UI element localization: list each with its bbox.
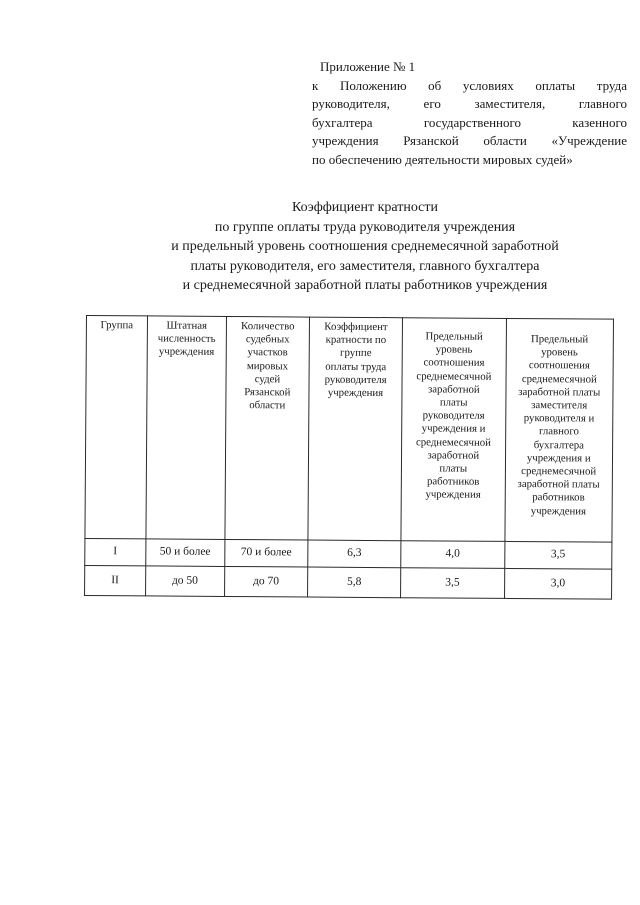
- header-line: руководителя и: [523, 412, 595, 425]
- appendix-title: Приложение № 1: [320, 59, 416, 74]
- header-line: мировых: [246, 359, 289, 373]
- header-line: заместителя: [531, 399, 588, 412]
- cell-staff-count: 50 и более: [146, 539, 225, 567]
- header-line: заработной: [427, 449, 480, 462]
- header-group: [85, 316, 147, 539]
- header-line: Количество: [241, 320, 295, 333]
- cell-group: II: [85, 565, 146, 595]
- header-line: соотношения: [528, 359, 590, 372]
- appendix-word: области: [483, 133, 527, 148]
- header-line: руководителя: [422, 409, 485, 423]
- appendix-word: «Учреждение: [551, 133, 627, 148]
- cell-court-districts: 70 и более: [225, 539, 308, 567]
- table-header-row: [85, 316, 614, 543]
- appendix-word: по обеспечению деятельности мировых судей»: [312, 151, 573, 167]
- header-line: учреждения и: [526, 451, 591, 465]
- header-line: среднемесячной: [416, 369, 492, 383]
- header-line: Предельный: [530, 333, 589, 346]
- header-line: Группа: [100, 319, 134, 332]
- heading-line: Коэффициент кратности: [291, 200, 439, 215]
- header-line: судебных: [245, 333, 290, 346]
- appendix-word: Рязанской: [403, 133, 459, 148]
- appendix-word: Положению: [339, 77, 407, 93]
- header-line: соотношения: [423, 356, 485, 370]
- appendix-word: руководителя,: [312, 96, 390, 111]
- heading-line: по группе оплаты труда руководителя учреждения: [214, 219, 516, 235]
- appendix-word: государственного: [423, 114, 522, 130]
- header-line: работников: [532, 491, 585, 504]
- coefficient-table-wrap: [84, 315, 614, 599]
- header-line: Рязанской: [244, 386, 291, 399]
- appendix-word: главного: [578, 96, 627, 111]
- heading-line: платы руководителя, его заместителя, главного бухгалтера: [190, 258, 540, 274]
- appendix-line: [312, 132, 627, 151]
- header-line: платы: [439, 396, 468, 409]
- cell-court-districts: до 70: [224, 566, 307, 597]
- appendix-line: [312, 77, 627, 96]
- header-line: учреждения: [425, 488, 481, 502]
- header-line: работников: [426, 475, 480, 488]
- header-line: среднемесячной: [521, 372, 597, 386]
- header-line: судей: [254, 372, 281, 386]
- table-row: [85, 538, 612, 569]
- header-court-districts: [225, 316, 310, 540]
- appendix-word: казенного: [572, 114, 627, 130]
- cell-coefficient: 6,3: [308, 540, 401, 568]
- header-line: учреждения и: [421, 422, 486, 436]
- appendix-word: условиях: [462, 77, 514, 93]
- cell-director-ratio: 3,5: [401, 568, 505, 599]
- header-director-ratio: [401, 318, 506, 542]
- appendix-line: [312, 151, 627, 170]
- appendix-word: об: [428, 77, 442, 93]
- document-heading: [120, 198, 610, 296]
- header-line: участков: [247, 346, 288, 359]
- header-line: кратности по: [325, 333, 387, 347]
- header-line: оплаты труда: [325, 360, 387, 373]
- cell-deputy-ratio: 3,5: [504, 541, 612, 569]
- heading-line: и среднемесячной заработной платы работников учреждения: [182, 278, 548, 293]
- cell-staff-count: до 50: [145, 566, 224, 597]
- header-line: Предельный: [425, 330, 483, 343]
- appendix-word: бухгалтера: [312, 114, 373, 130]
- coefficient-table: [84, 315, 614, 600]
- header-line: уровень: [541, 346, 578, 359]
- header-line: учреждения: [158, 345, 215, 359]
- header-line: учреждения: [327, 386, 384, 400]
- appendix-word: учреждения: [312, 133, 379, 148]
- header-line: Штатная: [166, 319, 208, 332]
- appendix-line: [312, 114, 627, 133]
- appendix-block: [312, 58, 627, 169]
- header-line: учреждения: [530, 504, 587, 518]
- cell-coefficient: 5,8: [307, 567, 400, 598]
- header-line: бухгалтера: [533, 438, 585, 452]
- header-staff-count: [146, 316, 227, 540]
- header-line: среднемесячной: [415, 435, 491, 449]
- appendix-word: его: [423, 96, 441, 111]
- header-line: группе: [340, 347, 372, 360]
- header-line: среднемесячной: [521, 465, 597, 478]
- header-line: руководителя: [324, 373, 387, 386]
- header-coefficient: [308, 317, 403, 541]
- header-line: платы: [439, 462, 468, 475]
- header-line: главного: [538, 425, 579, 438]
- header-line: численность: [157, 332, 216, 346]
- header-line: уровень: [435, 343, 473, 356]
- appendix-word: к: [312, 77, 319, 93]
- cell-director-ratio: 4,0: [401, 541, 505, 569]
- header-line: области: [249, 399, 286, 412]
- appendix-word: оплаты: [535, 77, 576, 93]
- heading-line: и предельный уровень соотношения среднемесячной заработной: [171, 239, 559, 254]
- table-row: [85, 565, 612, 599]
- header-line: заработной платы: [517, 478, 600, 491]
- header-line: Коэффициент: [324, 320, 388, 334]
- appendix-line: [312, 95, 627, 114]
- header-line: заработной: [427, 383, 480, 396]
- cell-deputy-ratio: 3,0: [504, 568, 612, 599]
- header-line: заработной платы: [518, 385, 601, 399]
- appendix-word: труда: [596, 77, 627, 93]
- header-deputy-ratio: [504, 318, 613, 542]
- cell-group: I: [85, 538, 146, 565]
- appendix-word: заместителя,: [474, 96, 546, 111]
